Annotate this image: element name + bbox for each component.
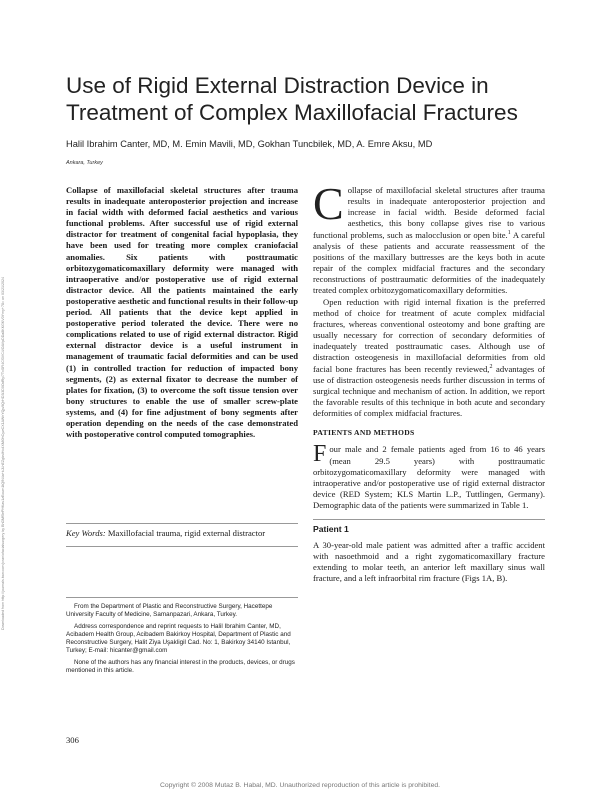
keywords-text: Maxillofacial trauma, rigid external distractor [107, 528, 266, 538]
article-title: Use of Rigid External Distraction Device in Treatment of Complex Maxillofacial Fractures [66, 73, 518, 125]
intro-p2-rest: advantages of use of distraction osteogenesis needs further discussion in terms of surgical technique and mechanism of action. In addition, we report the favorable results of this technique in both acute and secondary deformities of complex midfacial fractures. [313, 363, 545, 419]
abstract: Collapse of maxillofacial skeletal structures after trauma results in inadequate anteroposterior projection and increase in facial width with deformed facial aesthetics and various functional problems. After successful use of rigid external distractor for treatment of congenital facial hypoplasia, they have been used for treating more complex craniofacial anomalies. Six patients with posttraumatic orbitozygomaticomaxillary deformity were managed with intraoperative and/or postoperative use of rigid external distractor device. All the patients maintained the early postoperative aesthetic and functional results in their follow-up period. All patients that the device kept applied in postoperative period tolerated the device. There were no complications related to use of rigid external distractor. Rigid external distractor device is a useful instrument in management of traumatic facial deformities and can be used (1) in controlled traction for reduction of impacted bony segments, (2) as external fixator to decrease the number of plates for fixation, (3) to overcome the soft tissue tension over bony structures to enable the use of smaller screw-plate systems, and (4) for fine adjustment of bony segments after operation depending on the needs of the case demonstrated with postoperative control computed tomographies. [66, 185, 298, 440]
footnotes [66, 597, 298, 678]
methods-paragraph [313, 441, 545, 511]
section-heading-methods: PATIENTS AND METHODS [313, 428, 415, 438]
page-number: 306 [66, 735, 79, 745]
intro-paragraph-1 [313, 178, 545, 297]
intro-paragraph-2 [313, 297, 545, 420]
footnote-disclosure: None of the authors has any financial interest in the products, devices, or drugs mentioned in this article. [66, 658, 295, 675]
intro-p1-rest: A careful analysis of these patients and accurate reassessment of the positions of the maxillary buttresses are the keys both in acute repair of the complex midfacial fractures and the secondary reconstructions of posttraumatic deformities of the inadequately treated complex orbitozygomaticomaxillary deformities. [313, 229, 545, 296]
keywords-box [66, 523, 298, 547]
subsection-heading-patient-1: Patient 1 [313, 519, 545, 535]
ref-1: 1 [507, 229, 511, 236]
copyright-notice: Copyright © 2008 Mutaz B. Habal, MD. Unauthorized reproduction of this article is prohibited. [159, 782, 441, 789]
side-margin-download-note: Downloaded from http://journals.lww.com/jcraniofacialsurgery by BhDMf5ePHKav1zEoum1tQfN4a+kJLhEZgbsIHo4XMi0hCywCX1AWnYQp/IlQrHD3i3D0OdRyi7TvSFl4Cf3VC4/OAVpDDa8KKGKV0Ymy+78= on 03/21/2024 [1, 276, 5, 630]
footnote-affiliation: From the Department of Plastic and Reconstructive Surgery, Hacettepe University Faculty of Medicine, Samanpazari, Ankara, Turkey. [66, 603, 273, 619]
methods-text: our male and 2 female patients aged from 16 to 46 years (mean 29.5 years) with posttraumatic orbitozygomaticomaxillary deformity were managed with intraoperative and/or postoperative use of rigid external distractor device (RED System; KLS Martin L.P., Tuttlingen, Germany). Demographic data of the patients were summarized in Table 1. [313, 444, 545, 511]
author-location: Ankara, Turkey [66, 160, 103, 166]
intro-p1-text: ollapse of maxillofacial skeletal structures after trauma results in inadequate anteroposterior projection and increase in facial width. Beside deformed facial aesthetics, this bony collapse gives rise to various functional problems, such as malocclusion or open bite. [313, 185, 545, 240]
intro-p2-text: Open reduction with rigid internal fixation is the preferred method of choice for treatment of acute complex midfacial fractures, whereas conventional osteotomy and bone grafting are usually necessary for correction of secondary deformities of inadequately treated posttraumatic cases. Although use of distraction osteogenesis in maxillofacial deformities from old facial bone fractures has been recently reviewed, [313, 296, 545, 374]
patient-1-paragraph: A 30-year-old male patient was admitted after a traffic accident with nasoethmoid and a right zygomaticomaxillary fracture extending to molar teeth, an anterior left maxillary sinus wall fracture, and a left infraorbital rim fracture (Figs 1A, B). [313, 539, 545, 583]
intro-dropcap: C [313, 178, 344, 229]
author-list: Halil Ibrahim Canter, MD, M. Emin Mavili, MD, Gokhan Tuncbilek, MD, A. Emre Aksu, MD [66, 139, 433, 149]
footnote-correspondence: Address correspondence and reprint requests to Halil Ibrahim Canter, MD, Acibadem Health Group, Acibadem Bakirkoy Hospital, Department of Plastic and Reconstructive Surgery, Halit Ziya Uşakligil Cad. No: 1, Bakirkoy 34140 Istanbul, Turkey; E-mail: hicanter@gmail.com [66, 622, 291, 655]
ref-2: 2 [489, 363, 493, 370]
methods-dropcap: F [313, 441, 327, 468]
keywords-label: Key Words: [66, 528, 106, 538]
body-column-right [313, 178, 545, 584]
